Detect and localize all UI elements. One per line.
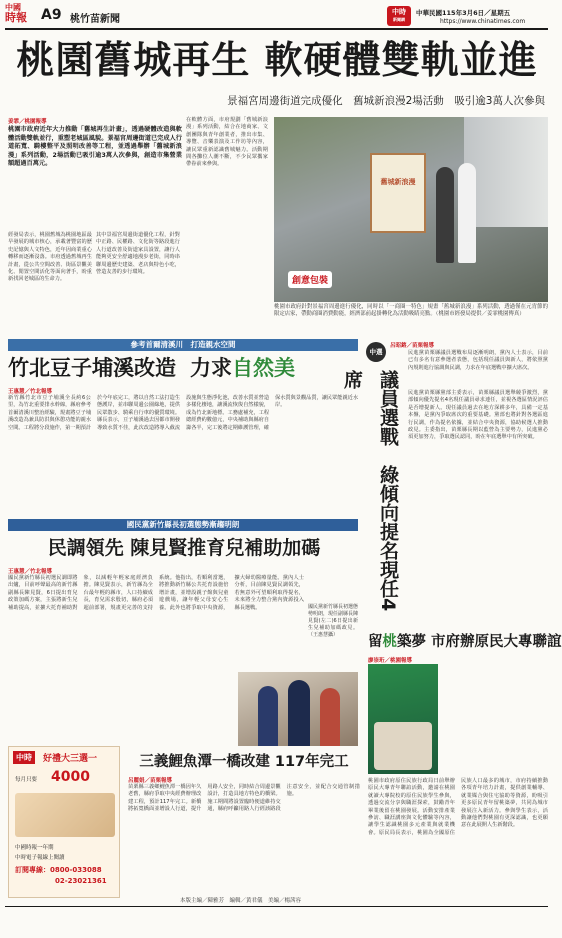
brand-badge — [387, 6, 411, 26]
story3-kicker-bar — [8, 519, 358, 531]
lead-body-col3: 在軟體方面，市府規劃「舊城新浪漫」系列活動，結合在地商家、文創團隊與青年創業者，推出市集、導覽、音樂表演及工作坊等內容，讓民眾重新認識舊城魅力。活動期間各攤位人潮不斷，不少民眾攜家帶眷前來參與。 — [186, 117, 268, 168]
lead-intro: 桃園市政府近年大力推動「舊城再生計畫」，透過硬體改造與軟體活動雙軌並行，重塑老城區風貌。景福宮周邊街道已完成人行道拓寬、騎樓整平及照明改善等工程，並透過舉辦「舊城新浪漫」系列活動，2場活動已吸引逾3萬人次參與，創造市集營業額超過百萬元。 — [8, 126, 182, 168]
photo-person — [458, 163, 476, 263]
header-rule — [5, 28, 548, 30]
ad-gift-box — [15, 793, 115, 837]
ad-line-2: 中時電子報線上閱讀 — [15, 855, 65, 861]
lead-headline: 桃園舊城再生 軟硬體雙軌並進 — [16, 38, 538, 82]
side1-label: 中選 — [366, 342, 386, 362]
page-number: A9 — [41, 7, 62, 23]
photo-person — [258, 686, 278, 746]
photo-person — [436, 167, 454, 263]
photo-tag: 創意包裝 — [288, 271, 332, 288]
story3-photo-caption: 國民黨新竹縣長初選態勢明朗，現任副縣長陳見賢(左二)6日提出新生兒補助加碼政見。（王惠慧攝） — [308, 604, 359, 638]
lead-body-col1: 經發局表示，桃園舊城為桃園地區最早發展的城市核心，承載著豐富的歷史記憶與人文特色，近年因商業重心轉移而逐漸沒落。市府透過舊城再生計畫，從公共空間改善、街區景觀美化、閒置空間活化等面向著手，盼重新找回老城區的生命力。 — [8, 232, 92, 283]
ad-phone-2: 02-23021361 — [55, 877, 107, 885]
ad-line-1: 中國時報一年期 — [15, 845, 54, 851]
story2-title-a: 竹北豆子埔溪改造 — [8, 356, 176, 380]
story2-kicker: 參考首爾清溪川 打造親水空間 — [130, 340, 236, 349]
ad-price: 4000 — [51, 769, 90, 785]
lead-photo — [274, 117, 548, 302]
side2-title-b: 桃 — [382, 634, 397, 650]
side2-body-upper — [442, 664, 548, 774]
lead-body-col2: 其中景福宮周邊街道優化工程，針對中正路、民權路、文化街等路段進行人行道改善及街道家具設置，讓行人能夠更安全舒適地漫步老街，同時串聯周邊歷史建築、老店與特色小吃，營造友善的步行環境。 — [96, 232, 180, 276]
story4-body: 苗栗縣三義鄉鯉魚潭一橋因年久老舊，縣府爭取中央經費辦理改建工程，預計117年完工。新橋將拓寬橋面並增設人行道，提升用路人安全，同時結合周邊景觀設計，打造具地方特色的橋梁。施工期間將設置臨時便道維持交通，縣府呼籲用路人行經該路段注意安全，並配合交通管制措施。 — [128, 784, 360, 813]
masthead-logo — [5, 3, 37, 27]
story4-headline: 三義鯉魚潭一橋改建 117年完工 — [139, 754, 349, 770]
side1-headline: 議員選戰 綠傾向提名現任4席 — [341, 370, 399, 612]
side1-body: 民進黨苗栗縣黨部主委表示，苗栗縣議員選舉競爭激烈，黨部傾向優先提名4名現任議員尋求連任，並視各選區情況評估是否增提新人。現任議員過去在地方深耕多年，具備一定基本盤，是黨內爭取席次的重要基礎。黨部也將針對各選區進行民調，作為提名依據，並結合中央資源，協助候選人推動政見。主委指出，苗栗縣長期以藍營為主要勢力，民進黨必須更加努力，爭取選民認同，盼在年底選舉中有所突破。 — [408, 390, 548, 441]
story3-headline: 民調領先 陳見賢推育兒補助加碼 — [47, 537, 321, 559]
side2-title-a: 留 — [368, 634, 383, 650]
story3-byline: 王惠慧／竹北報導 — [8, 569, 53, 575]
photo-banner — [370, 153, 426, 233]
ad-price-prefix: 每月只要 — [15, 777, 38, 783]
logo-bottom: 時報 — [5, 11, 27, 24]
story2-byline: 王惠慧／竹北報導 — [8, 389, 53, 395]
story2-kicker-bar — [8, 339, 358, 351]
photo-person — [320, 688, 340, 746]
story3-photo — [238, 672, 358, 746]
brand-badge-text: 中時 — [392, 8, 406, 16]
section-name: 桃竹苗新聞 — [70, 14, 120, 25]
lead-byline: 姜霏／桃園報導 — [8, 119, 47, 125]
story3-body: 國民黨新竹縣長初選民調即將出爐，目前呼聲最高的新竹縣副縣長陳見賢，6日提出育兒政策加碼方案，主張將新生兒補助提高，並擴大托育補助對象，以減輕年輕家庭經濟負擔。陳見賢表示，新竹縣為全台最年輕的縣市，人口持續成長，育兒需求殷切，縣府必須超前部署，規畫更完善的支持系統。他指出，若順利當選，將推動新竹縣公共托育設施倍增計畫，並增設親子館與兒童遊戲場，讓年輕父母安心生養。此外也將爭取中央資源，擴大婦幼醫療量能。黨內人士分析，目前陳見賢民調領先，若無意外可望順利取得提名，未來將全力整合黨內資源投入縣長選戰。 — [8, 575, 304, 611]
photo-person — [288, 680, 310, 746]
site-url[interactable]: https://www.chinatimes.com — [440, 18, 526, 25]
subscription-ad[interactable] — [8, 746, 120, 898]
story2-title-b: 力求 — [190, 356, 232, 380]
issue-date: 中華民國115年3月6日／星期五 — [416, 9, 511, 17]
story2-title-c: 自然美 — [232, 356, 295, 380]
side2-title-c: 築夢 市府辦原民大專聯誼 — [397, 634, 562, 650]
story2-body: 新竹縣竹北市豆子埔溪全長約6公里，為竹北重要排水幹線，縣府參考首爾清溪川整治經驗，規畫將豆子埔溪改造為兼具防洪與休憩功能的親水空間。工程將分段施作，第一期預計於今年底完工，將以自然工法打造生態護岸，並串聯周邊公園綠地，提供民眾散步、騎乘自行車的優質環境。縣長表示，豆子埔溪過去因都市開發導致水質不佳，此次改造將導入截流設施與生態淨化池，改善水質並營造多樣化棲地，讓溪流恢復自然樣貌，成為竹北新地標。工務處補充，工程總經費約數億元，中央補助與縣府自籌各半，完工後將定期維護管理，確保水質與景觀品質，讓民眾能親近水岸。 — [8, 395, 359, 431]
story2-headline — [8, 354, 360, 382]
side2-photo — [368, 664, 438, 774]
photo-group — [374, 722, 432, 770]
photo-banner-text: 舊城新浪漫 — [380, 178, 416, 186]
footer-rule — [5, 906, 548, 907]
page-credits: 本版主編／陳雅芳 編輯／黃君儀 美編／楊茜容 — [180, 898, 302, 904]
ad-headline: 好禮大三選一 — [43, 754, 98, 764]
side2-body: 桃園市政府原住民族行政局日前舉辦原民大專青年聯誼活動，邀請在桃園就讀大專院校的原住民族學生參與，透過交流分享與職涯探索，鼓勵青年畢業後留在桃園發展。活動安排產業參訪、職涯講座與文化體驗等內容，讓學生認識桃園多元產業與就業機會。原民局長表示，桃園為全國原住民族人口最多的城市，市府持續推動各項青年培力計畫，提供創業輔導、就業媒合與住宅協助等資源，盼吸引更多原民青年留桃築夢，共同為城市發展注入新活力。參與學生表示，活動讓他們對桃園有更深認識，也更願意在此展開人生新階段。 — [368, 778, 548, 836]
ad-brand: 中時 — [13, 751, 35, 764]
lead-photo-caption: 桃園市政府針對景福宮周邊進行優化，同時以「一商圈一特色」規畫「舊城新浪漫」系列活動，透過僅在元宵節的限定店家，帶動商圈消費動能，經濟部前起掛轉化為活動吸睛亮點。（桃園市經發局提供／姜霏桃園傳真） — [274, 304, 548, 318]
side2-headline — [368, 632, 562, 652]
side1-byline: 呂昭鎔／苗栗報導 — [390, 343, 435, 349]
side1-body-top: 民進黨苗栗縣議員選戰布局逐漸明朗，黨內人士表示，目前已有多名有意參選者表態，包括現任議員與新人，將依照黨內規則進行協調與民調，力求在年底選戰中擴大席次。 — [408, 350, 548, 371]
lead-subhead: 景福宮周邊街道完成優化 舊城新浪漫2場活動 吸引逾3萬人次參與 — [227, 95, 545, 107]
story4-byline: 呂麗娟／苗栗報導 — [128, 778, 173, 784]
ad-phone-1: 訂閱專線：0800-033088 — [15, 866, 102, 874]
story3-kicker: 國民黨新竹縣長初選態勢漸趨明朗 — [126, 520, 240, 529]
brand-badge-sub: 新聞網 — [393, 17, 405, 22]
side2-byline: 廖崇珩／桃園報導 — [368, 658, 413, 664]
logo-top: 中國 — [5, 3, 21, 12]
photo-building — [464, 117, 548, 227]
